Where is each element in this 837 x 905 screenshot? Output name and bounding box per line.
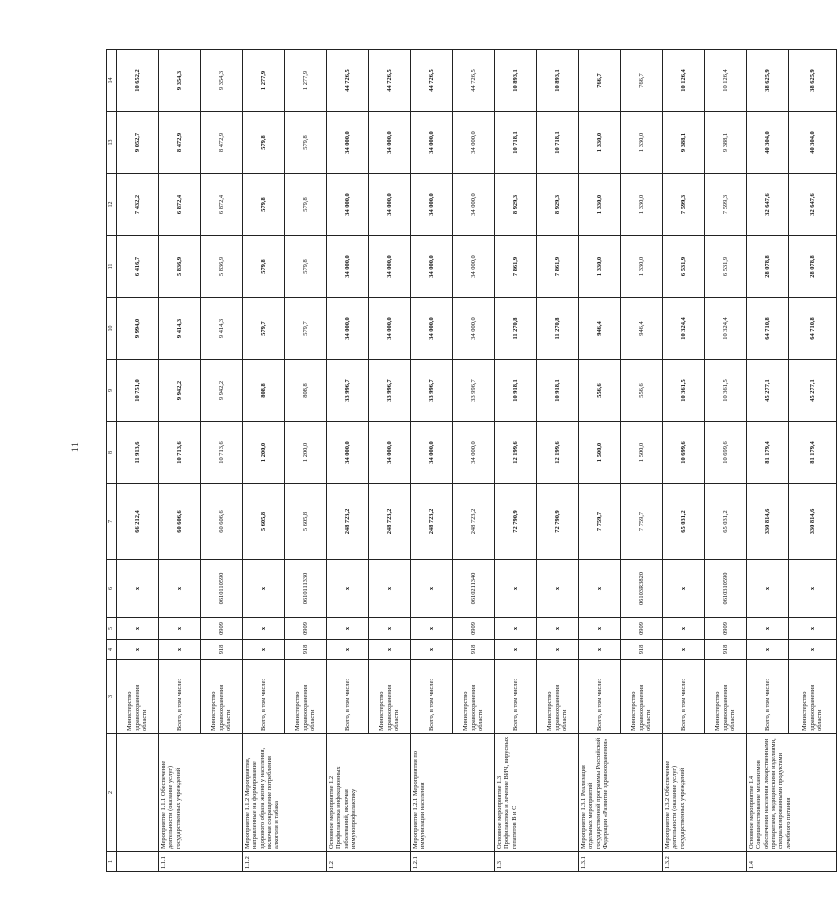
value-cell-c14: 44 726,5	[369, 50, 411, 112]
value-cell-c5: x	[747, 618, 789, 640]
value-cell-c10: 579,7	[243, 298, 285, 360]
value-cell-c5: 0909	[621, 618, 663, 640]
executor-cell: Министерство здравоохранения области	[117, 660, 159, 734]
value-cell-c4: x	[117, 640, 159, 660]
value-cell-c4: 918	[705, 640, 747, 660]
value-cell-c8: 34 000,0	[411, 422, 453, 484]
value-cell-c9: 33 996,7	[453, 360, 495, 422]
budget-table	[106, 49, 837, 872]
value-cell-c6: 0610111330	[285, 560, 327, 618]
value-cell-c7: 60 606,6	[159, 484, 201, 560]
value-cell-c14: 44 726,5	[411, 50, 453, 112]
value-cell-c10: 11 270,8	[537, 298, 579, 360]
item-code-cell: 1.1.1	[159, 852, 243, 872]
value-cell-c8: 1 200,0	[285, 422, 327, 484]
value-cell-c13: 1 330,0	[579, 112, 621, 174]
item-name-cell: Мероприятие 1.3.2 Обеспечение деятельности (оказание услуг) государственных учреждений	[663, 734, 747, 852]
value-cell-c6: x	[663, 560, 705, 618]
value-cell-c5: 0909	[453, 618, 495, 640]
value-cell-c11: 7 861,9	[537, 236, 579, 298]
value-cell-c6: 0610310590	[705, 560, 747, 618]
value-cell-c4: x	[411, 640, 453, 660]
value-cell-c7: 248 723,2	[453, 484, 495, 560]
value-cell-c12: 34 000,0	[369, 174, 411, 236]
value-cell-c5: x	[789, 618, 837, 640]
value-cell-c8: 12 199,6	[537, 422, 579, 484]
value-cell-c6: x	[747, 560, 789, 618]
value-cell-c10: 34 000,0	[369, 298, 411, 360]
item-name-cell: Мероприятие 1.1.2 Мероприятия, направленные на формирование здорового образа жизни у населения, включая сокращение потребления алкоголя и табака	[243, 734, 327, 852]
value-cell-c12: 7 432,2	[117, 174, 159, 236]
value-cell-c13: 8 472,9	[201, 112, 243, 174]
value-cell-c5: x	[117, 618, 159, 640]
value-cell-c13: 10 718,1	[537, 112, 579, 174]
header-cell: 10	[107, 298, 117, 360]
value-cell-c13: 34 000,0	[369, 112, 411, 174]
value-cell-c12: 1 330,0	[579, 174, 621, 236]
table-body	[107, 50, 837, 872]
value-cell-c13: 9 052,7	[117, 112, 159, 174]
value-cell-c7: 5 605,8	[243, 484, 285, 560]
value-cell-c5: x	[159, 618, 201, 640]
value-cell-c6: x	[243, 560, 285, 618]
header-cell: 11	[107, 236, 117, 298]
value-cell-c13: 579,8	[243, 112, 285, 174]
table-row	[663, 50, 705, 872]
table-row	[495, 50, 537, 872]
table-row	[243, 50, 285, 872]
item-code-cell: 1.3.2	[663, 852, 747, 872]
value-cell-c8: 81 179,4	[789, 422, 837, 484]
executor-cell: Всего, в том числе:	[747, 660, 789, 734]
value-cell-c9: 9 942,2	[201, 360, 243, 422]
value-cell-c12: 8 929,3	[537, 174, 579, 236]
value-cell-c9: 808,8	[243, 360, 285, 422]
value-cell-c9: 10 361,5	[663, 360, 705, 422]
value-cell-c5: x	[369, 618, 411, 640]
value-cell-c5: 0909	[285, 618, 327, 640]
value-cell-c11: 1 330,0	[579, 236, 621, 298]
header-cell: 9	[107, 360, 117, 422]
value-cell-c13: 40 304,0	[789, 112, 837, 174]
value-cell-c4: x	[663, 640, 705, 660]
value-cell-c14: 44 726,5	[327, 50, 369, 112]
value-cell-c4: x	[243, 640, 285, 660]
value-cell-c7: 72 790,9	[495, 484, 537, 560]
value-cell-c10: 64 710,8	[747, 298, 789, 360]
value-cell-c14: 38 625,9	[747, 50, 789, 112]
value-cell-c13: 10 718,1	[495, 112, 537, 174]
page-number: 11	[70, 441, 80, 452]
value-cell-c8: 34 000,0	[453, 422, 495, 484]
value-cell-c7: 248 723,2	[327, 484, 369, 560]
value-cell-c12: 1 330,0	[621, 174, 663, 236]
executor-cell: Всего, в том числе:	[579, 660, 621, 734]
value-cell-c4: x	[369, 640, 411, 660]
value-cell-c6: x	[579, 560, 621, 618]
header-cell: 1	[107, 852, 117, 872]
value-cell-c13: 40 304,0	[747, 112, 789, 174]
table-row	[159, 50, 201, 872]
value-cell-c8: 10 713,6	[201, 422, 243, 484]
value-cell-c4: 918	[621, 640, 663, 660]
value-cell-c8: 1 500,0	[579, 422, 621, 484]
value-cell-c4: x	[327, 640, 369, 660]
value-cell-c4: x	[747, 640, 789, 660]
item-code-cell: 1.4	[747, 852, 837, 872]
table-row	[327, 50, 369, 872]
header-cell: 6	[107, 560, 117, 618]
value-cell-c11: 6 416,7	[117, 236, 159, 298]
value-cell-c9: 33 996,7	[369, 360, 411, 422]
value-cell-c5: x	[411, 618, 453, 640]
value-cell-c10: 946,4	[579, 298, 621, 360]
value-cell-c10: 34 000,0	[411, 298, 453, 360]
value-cell-c7: 330 814,6	[789, 484, 837, 560]
value-cell-c14: 9 354,3	[201, 50, 243, 112]
value-cell-c4: 918	[201, 640, 243, 660]
table-row	[117, 50, 159, 872]
value-cell-c14: 44 726,5	[453, 50, 495, 112]
value-cell-c10: 946,4	[621, 298, 663, 360]
value-cell-c12: 579,8	[285, 174, 327, 236]
value-cell-c8: 1 500,0	[621, 422, 663, 484]
value-cell-c6: 0610211340	[453, 560, 495, 618]
value-cell-c14: 766,7	[579, 50, 621, 112]
item-name-cell: Мероприятие 1.1.1 Обеспечение деятельности (оказание услуг) государственных учреждений	[159, 734, 243, 852]
value-cell-c13: 34 000,0	[411, 112, 453, 174]
item-name-cell: Основное мероприятие 1.4 Совершенствование механизмов обеспечения населения лекарственными препаратами, медицинскими изделиями, специализированными продуктами лечебного питания	[747, 734, 837, 852]
header-row	[107, 50, 117, 872]
item-code-cell	[117, 852, 159, 872]
executor-cell: Министерство здравоохранения области	[369, 660, 411, 734]
value-cell-c11: 6 531,9	[705, 236, 747, 298]
value-cell-c9: 10 751,0	[117, 360, 159, 422]
executor-cell: Министерство здравоохранения области	[201, 660, 243, 734]
value-cell-c4: 918	[285, 640, 327, 660]
executor-cell: Министерство здравоохранения области	[537, 660, 579, 734]
value-cell-c11: 1 330,0	[621, 236, 663, 298]
value-cell-c11: 34 000,0	[327, 236, 369, 298]
value-cell-c6: x	[495, 560, 537, 618]
value-cell-c9: 45 277,1	[789, 360, 837, 422]
value-cell-c4: x	[159, 640, 201, 660]
table-row	[411, 50, 453, 872]
item-name-cell	[117, 734, 159, 852]
executor-cell: Министерство здравоохранения области	[621, 660, 663, 734]
value-cell-c10: 10 324,4	[663, 298, 705, 360]
value-cell-c10: 64 710,8	[789, 298, 837, 360]
value-cell-c12: 6 872,4	[159, 174, 201, 236]
value-cell-c9: 556,6	[621, 360, 663, 422]
value-cell-c5: 0909	[201, 618, 243, 640]
value-cell-c9: 556,6	[579, 360, 621, 422]
value-cell-c11: 34 000,0	[411, 236, 453, 298]
value-cell-c13: 34 000,0	[453, 112, 495, 174]
executor-cell: Всего, в том числе:	[243, 660, 285, 734]
item-code-cell: 1.3	[495, 852, 579, 872]
value-cell-c8: 12 199,6	[495, 422, 537, 484]
value-cell-c12: 32 647,6	[747, 174, 789, 236]
item-name-cell: Мероприятие 1.2.1 Мероприятия по иммунизации населения	[411, 734, 495, 852]
value-cell-c11: 579,8	[285, 236, 327, 298]
value-cell-c9: 45 277,1	[747, 360, 789, 422]
value-cell-c5: x	[537, 618, 579, 640]
value-cell-c10: 9 414,3	[159, 298, 201, 360]
value-cell-c14: 10 652,2	[117, 50, 159, 112]
value-cell-c6: x	[411, 560, 453, 618]
value-cell-c7: 65 031,2	[663, 484, 705, 560]
value-cell-c11: 28 078,8	[747, 236, 789, 298]
value-cell-c5: x	[579, 618, 621, 640]
value-cell-c12: 8 929,3	[495, 174, 537, 236]
header-cell: 2	[107, 734, 117, 852]
value-cell-c6: 0610110590	[201, 560, 243, 618]
value-cell-c10: 9 994,0	[117, 298, 159, 360]
value-cell-c8: 11 913,6	[117, 422, 159, 484]
executor-cell: Министерство здравоохранения области	[285, 660, 327, 734]
value-cell-c12: 7 599,3	[705, 174, 747, 236]
header-cell: 8	[107, 422, 117, 484]
executor-cell: Всего, в том числе:	[495, 660, 537, 734]
value-cell-c11: 34 000,0	[369, 236, 411, 298]
value-cell-c11: 34 000,0	[453, 236, 495, 298]
value-cell-c6: 06103R3820	[621, 560, 663, 618]
value-cell-c12: 32 647,6	[789, 174, 837, 236]
value-cell-c7: 330 814,6	[747, 484, 789, 560]
value-cell-c12: 579,8	[243, 174, 285, 236]
value-cell-c6: x	[537, 560, 579, 618]
value-cell-c9: 10 918,1	[495, 360, 537, 422]
header-cell: 4	[107, 640, 117, 660]
header-cell: 13	[107, 112, 117, 174]
value-cell-c13: 9 388,1	[663, 112, 705, 174]
value-cell-c11: 5 836,9	[159, 236, 201, 298]
rotated-table-container	[106, 50, 824, 872]
value-cell-c7: 60 606,6	[201, 484, 243, 560]
header-cell: 14	[107, 50, 117, 112]
value-cell-c6: x	[117, 560, 159, 618]
item-code-cell: 1.2.1	[411, 852, 495, 872]
header-cell: 5	[107, 618, 117, 640]
value-cell-c7: 72 790,9	[537, 484, 579, 560]
value-cell-c12: 34 000,0	[411, 174, 453, 236]
value-cell-c14: 1 277,9	[285, 50, 327, 112]
executor-cell: Всего, в том числе:	[159, 660, 201, 734]
item-code-cell: 1.3.1	[579, 852, 663, 872]
value-cell-c7: 248 723,2	[369, 484, 411, 560]
value-cell-c5: x	[243, 618, 285, 640]
value-cell-c11: 28 078,8	[789, 236, 837, 298]
value-cell-c5: x	[663, 618, 705, 640]
value-cell-c12: 34 000,0	[453, 174, 495, 236]
table-row	[579, 50, 621, 872]
value-cell-c11: 6 531,9	[663, 236, 705, 298]
value-cell-c10: 579,7	[285, 298, 327, 360]
value-cell-c6: x	[789, 560, 837, 618]
value-cell-c11: 579,8	[243, 236, 285, 298]
value-cell-c14: 10 893,1	[537, 50, 579, 112]
executor-cell: Всего, в том числе:	[411, 660, 453, 734]
value-cell-c13: 34 000,0	[327, 112, 369, 174]
value-cell-c4: x	[579, 640, 621, 660]
value-cell-c5: x	[327, 618, 369, 640]
value-cell-c4: x	[789, 640, 837, 660]
value-cell-c5: 0909	[705, 618, 747, 640]
value-cell-c5: x	[495, 618, 537, 640]
header-cell: 7	[107, 484, 117, 560]
executor-cell: Министерство здравоохранения области	[789, 660, 837, 734]
value-cell-c8: 34 000,0	[369, 422, 411, 484]
executor-cell: Министерство здравоохранения области	[705, 660, 747, 734]
value-cell-c4: 918	[453, 640, 495, 660]
value-cell-c13: 8 472,9	[159, 112, 201, 174]
value-cell-c10: 10 324,4	[705, 298, 747, 360]
value-cell-c14: 10 126,4	[663, 50, 705, 112]
value-cell-c8: 34 000,0	[327, 422, 369, 484]
value-cell-c7: 5 605,8	[285, 484, 327, 560]
value-cell-c9: 9 942,2	[159, 360, 201, 422]
value-cell-c7: 7 759,7	[621, 484, 663, 560]
value-cell-c6: x	[327, 560, 369, 618]
item-name-cell: Основное мероприятие 1.3 Профилактика и лечение ВИЧ, вирусных гепатитов В и С	[495, 734, 579, 852]
value-cell-c7: 65 031,2	[705, 484, 747, 560]
value-cell-c13: 9 388,1	[705, 112, 747, 174]
value-cell-c11: 5 836,9	[201, 236, 243, 298]
value-cell-c8: 10 699,6	[705, 422, 747, 484]
value-cell-c12: 6 872,4	[201, 174, 243, 236]
value-cell-c8: 10 699,6	[663, 422, 705, 484]
value-cell-c12: 7 599,3	[663, 174, 705, 236]
value-cell-c13: 579,8	[285, 112, 327, 174]
value-cell-c9: 10 918,1	[537, 360, 579, 422]
item-code-cell: 1.2	[327, 852, 411, 872]
executor-cell: Министерство здравоохранения области	[453, 660, 495, 734]
value-cell-c11: 7 861,9	[495, 236, 537, 298]
value-cell-c14: 10 893,1	[495, 50, 537, 112]
value-cell-c8: 10 713,6	[159, 422, 201, 484]
header-cell: 3	[107, 660, 117, 734]
value-cell-c10: 34 000,0	[327, 298, 369, 360]
value-cell-c8: 81 179,4	[747, 422, 789, 484]
value-cell-c10: 11 270,8	[495, 298, 537, 360]
value-cell-c14: 1 277,9	[243, 50, 285, 112]
value-cell-c9: 808,8	[285, 360, 327, 422]
value-cell-c14: 38 625,9	[789, 50, 837, 112]
item-code-cell: 1.1.2	[243, 852, 327, 872]
value-cell-c6: x	[369, 560, 411, 618]
value-cell-c14: 766,7	[621, 50, 663, 112]
value-cell-c4: x	[495, 640, 537, 660]
value-cell-c4: x	[537, 640, 579, 660]
value-cell-c13: 1 330,0	[621, 112, 663, 174]
header-cell: 12	[107, 174, 117, 236]
item-name-cell: Основное мероприятие 1.2 Профилактика инфекционных заболеваний, включая иммунопрофилактику	[327, 734, 411, 852]
value-cell-c7: 248 723,2	[411, 484, 453, 560]
value-cell-c8: 1 200,0	[243, 422, 285, 484]
item-name-cell: Мероприятие 1.3.1 Реализация отдельных мероприятий государственной программы Российской Федерации «Развитие здравоохранения»	[579, 734, 663, 852]
value-cell-c9: 33 996,7	[327, 360, 369, 422]
value-cell-c10: 34 000,0	[453, 298, 495, 360]
executor-cell: Всего, в том числе:	[663, 660, 705, 734]
value-cell-c6: x	[159, 560, 201, 618]
value-cell-c9: 10 361,5	[705, 360, 747, 422]
value-cell-c9: 33 996,7	[411, 360, 453, 422]
value-cell-c12: 34 000,0	[327, 174, 369, 236]
value-cell-c14: 10 126,4	[705, 50, 747, 112]
table-row	[747, 50, 789, 872]
executor-cell: Всего, в том числе:	[327, 660, 369, 734]
value-cell-c7: 66 212,4	[117, 484, 159, 560]
value-cell-c10: 9 414,3	[201, 298, 243, 360]
value-cell-c14: 9 354,3	[159, 50, 201, 112]
value-cell-c7: 7 759,7	[579, 484, 621, 560]
